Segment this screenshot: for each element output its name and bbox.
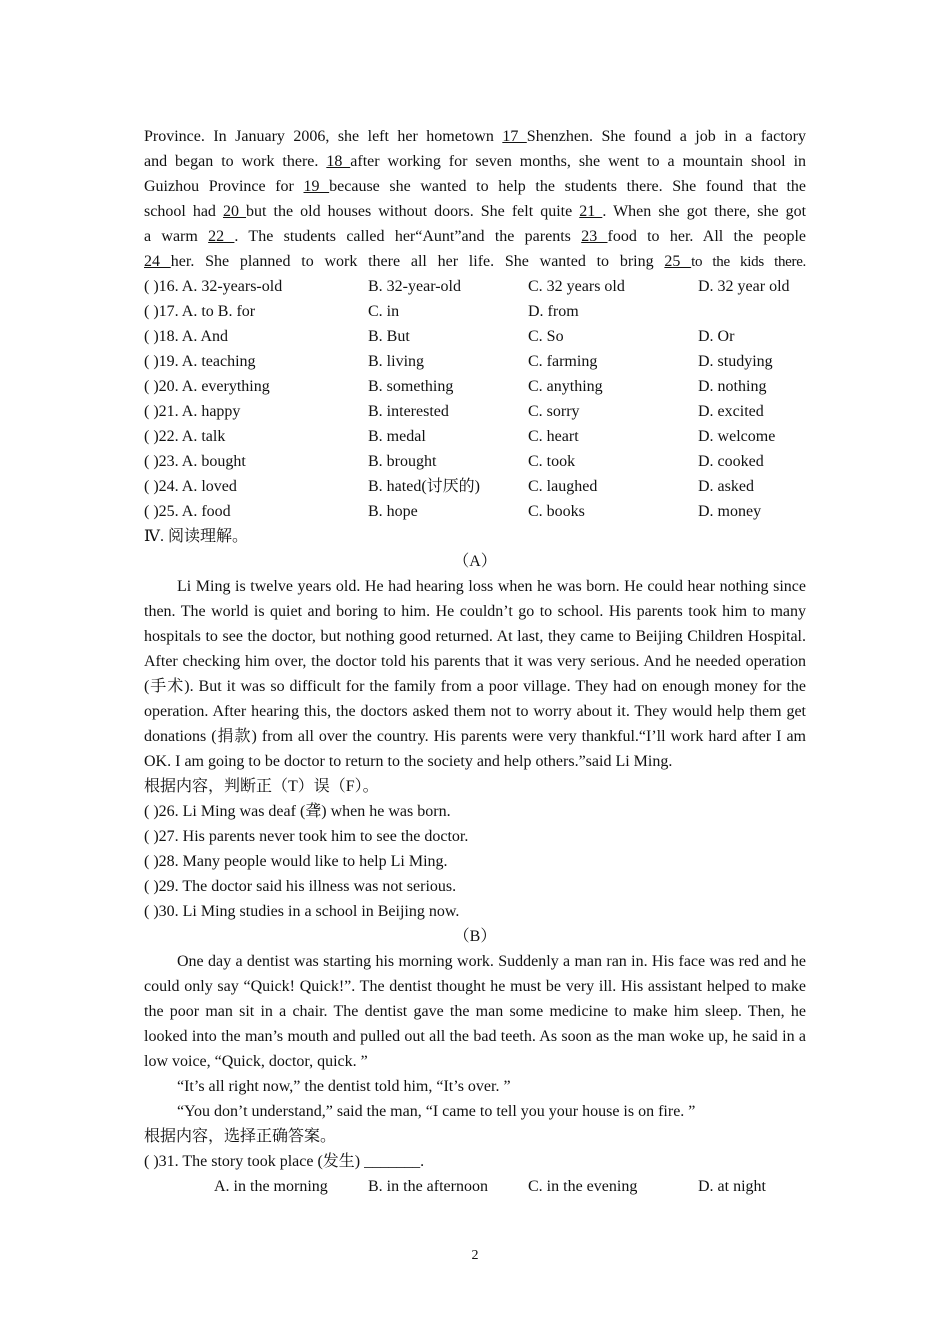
question-21: ( )21. A. happy B. interested C. sorry D. excited (144, 403, 764, 420)
question-19: ( )19. A. teaching B. living C. farming D. studying (144, 353, 773, 370)
instruction-a: 根据内容，判断正（T）误（F）。 (144, 778, 379, 795)
page-content (144, 124, 806, 1199)
section-heading: Ⅳ. 阅读理解。 (144, 528, 248, 545)
text: food to her. All the people (607, 228, 807, 245)
text: school had (144, 203, 223, 220)
passage-b-paragraph: “You don’t understand,” said the man, “I came to tell you your house is on fire. ” (177, 1103, 696, 1120)
passage-a-label: （A） (453, 553, 497, 570)
blank-23: 23 (581, 228, 608, 245)
text: . When she got there, she got (602, 203, 807, 220)
question-30: ( )30. Li Ming studies in a school in Beijing now. (144, 903, 460, 920)
text: a warm (144, 228, 209, 245)
cloze-line (144, 149, 806, 174)
option-b: B. in the afternoon (368, 1178, 488, 1195)
question-31: ( )31. The story took place (发生) _______. (144, 1153, 425, 1170)
question-22: ( )22. A. talk B. medal C. heart D. welcome (144, 428, 776, 445)
text: Province. In January 2006, she left her hometown (144, 128, 503, 145)
text: after working for seven months, she went to a mountain shool in (350, 153, 807, 170)
page-number: 2 (471, 1248, 479, 1263)
blank-21: 21 (579, 203, 603, 220)
question-17: ( )17. A. to B. for C. in D. from (144, 303, 579, 320)
question-29: ( )29. The doctor said his illness was not serious. (144, 878, 457, 895)
text: and began to work there. (144, 153, 327, 170)
option-c: C. in the evening (528, 1178, 638, 1195)
question-16: ( )16. A. 32-years-old B. 32-year-old C. 32 years old D. 32 year old (144, 278, 790, 295)
text: but the old houses without doors. She felt quite (246, 203, 580, 220)
text: to the kids there. (691, 254, 807, 270)
option-a: A. in the morning (214, 1178, 328, 1195)
instruction-b: 根据内容，选择正确答案。 (144, 1128, 337, 1145)
option-d: D. at night (698, 1178, 766, 1195)
text: Shenzhen. She found a job in a factory (526, 128, 806, 145)
text: because she wanted to help the students there. She found that the (329, 178, 806, 195)
blank-18: 18 (326, 153, 351, 170)
blank-19: 19 (303, 178, 330, 195)
cloze-line (144, 199, 806, 224)
text: . The students called her“Aunt”and the parents (234, 228, 582, 245)
blank-24: 24 (144, 253, 171, 270)
question-18: ( )18. A. And B. But C. So D. Or (144, 328, 735, 345)
passage-a: Li Ming is twelve years old. He had hearing loss when he was born. He could hear nothing since then. The world is quiet and boring to him. He couldn’t go to school. His parents took him to many hospitals to see the doctor, but nothing good returned. At last, they came to Beijing Children Hospital. After checking him over, the doctor told his parents that it was very serious. And he needed operation (手术). But it was so difficult for the family from a poor village. They had on enough money for the operation. After hearing this, the doctors asked them not to worry about it. They would help them get donations (捐款) from all over the country. His parents were very thankful.“I’ll work hard after I am OK. I am going to be doctor to return to the society and help others.”said Li Ming. (144, 578, 806, 770)
question-31-options (144, 1174, 806, 1199)
blank-22: 22 (208, 228, 235, 245)
cloze-line (144, 124, 806, 149)
question-24: ( )24. A. loved B. hated(讨厌的) C. laughed D. asked (144, 478, 754, 495)
blank-17: 17 (502, 128, 527, 145)
passage-b-label: （B） (453, 928, 497, 945)
cloze-passage (144, 124, 806, 274)
cloze-questions (144, 274, 806, 524)
question-23: ( )23. A. bought B. brought C. took D. cooked (144, 453, 764, 470)
blank-25: 25 (664, 253, 692, 270)
passage-b-paragraph: One day a dentist was starting his morning work. Suddenly a man ran in. His face was red and he could only say “Quick! Quick!”. The dentist thought he must be very ill. His assistant helped to make the poor man sit in a chair. The dentist gave the man some medicine to make him sleep. Then, he looked into the man’s mouth and pulled out all the bad teeth. As soon as the man woke up, he said in a low voice, “Quick, doctor, quick. ” (144, 953, 806, 1070)
question-25: ( )25. A. food B. hope C. books D. money (144, 503, 762, 520)
question-26: ( )26. Li Ming was deaf (聋) when he was born. (144, 803, 451, 820)
text: Guizhou Province for (144, 178, 304, 195)
text: her. She planned to work there all her life. She wanted to bring (170, 253, 665, 270)
question-20: ( )20. A. everything B. something C. anything D. nothing (144, 378, 767, 395)
cloze-line (144, 174, 806, 199)
blank-20: 20 (222, 203, 247, 220)
question-28: ( )28. Many people would like to help Li Ming. (144, 853, 448, 870)
question-27: ( )27. His parents never took him to see the doctor. (144, 828, 469, 845)
cloze-line (144, 249, 806, 274)
passage-b-paragraph: “It’s all right now,” the dentist told him, “It’s over. ” (177, 1078, 511, 1095)
cloze-line (144, 224, 806, 249)
